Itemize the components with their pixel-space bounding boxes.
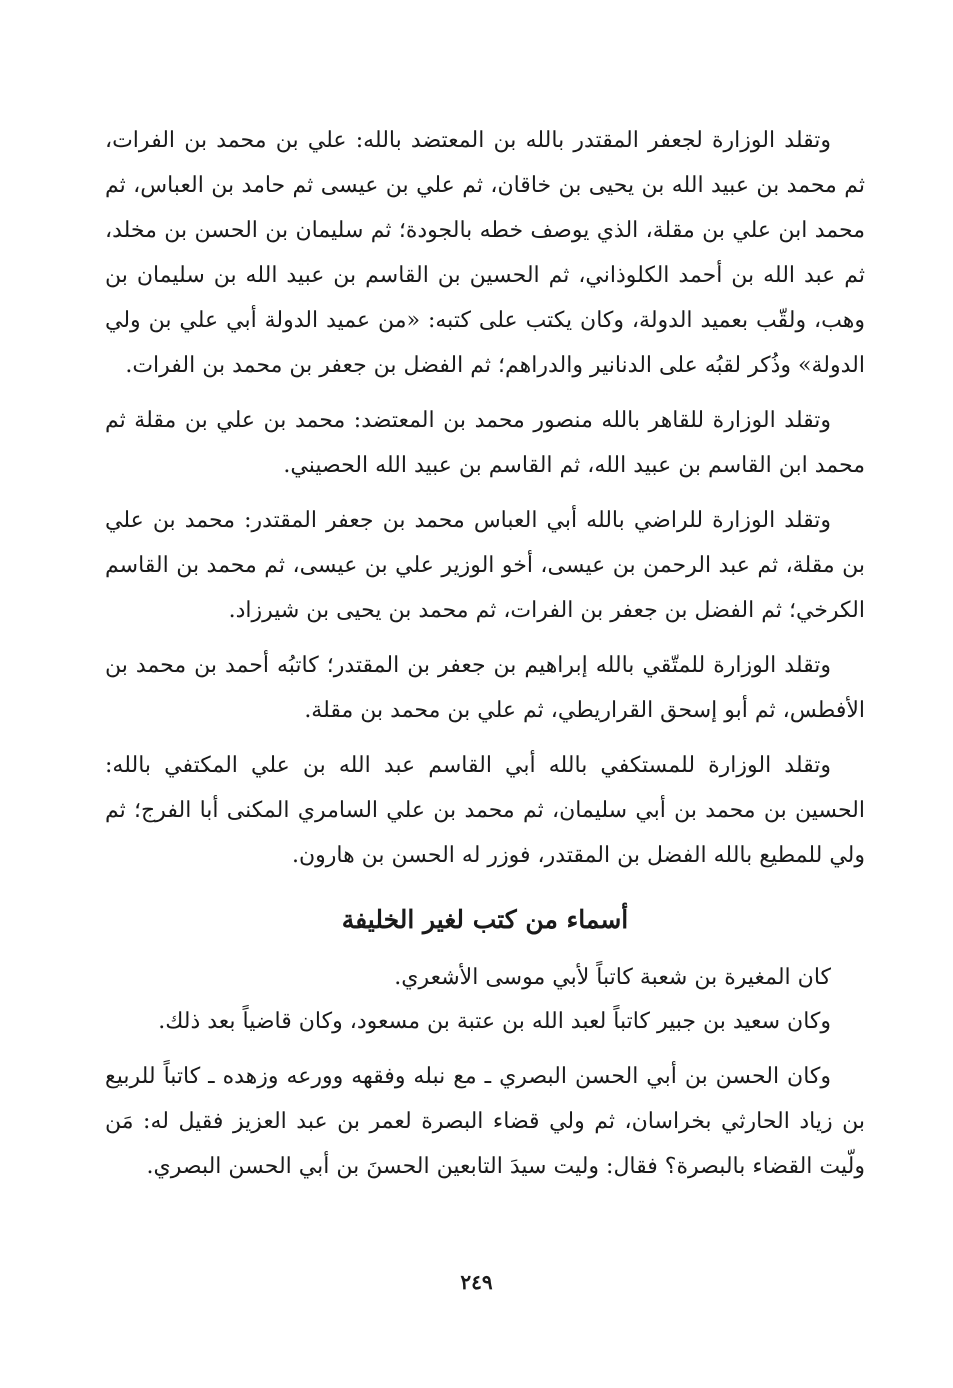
page-number: ٢٤٩ (460, 1270, 493, 1294)
section-line: كان المغيرة بن شعبة كاتباً لأبي موسى الأشعري. (394, 965, 831, 990)
page-body (105, 118, 865, 1189)
paragraph-radi-viziers: وتقلد الوزارة للراضي بالله أبي العباس محمد بن جعفر المقتدر: محمد بن علي بن مقلة، ثم عبد الرحمن بن عيسى، أخو الوزير علي بن عيسى، ثم محمد بن القاسم الكرخي؛ ثم الفضل بن جعفر بن الفرات، ثم محمد بن يحيى بن شيرزاد. (105, 508, 865, 623)
section-heading: أسماء من كتب لغير الخليفة (341, 905, 629, 934)
paragraph-muttaqi-viziers: وتقلد الوزارة للمتّقي بالله إبراهيم بن جعفر بن المقتدر؛ كاتبُه أحمد بن محمد بن الأفطس، ثم أبو إسحق القراريطي، ثم علي بن محمد بن مقلة. (105, 653, 865, 723)
paragraph-mustakfi-viziers: وتقلد الوزارة للمستكفي بالله أبي القاسم عبد الله بن علي المكتفي بالله: الحسين بن محمد بن أبي سليمان، ثم محمد بن علي السامري المكنى أبا الفرج؛ ثم ولي للمطيع بالله الفضل بن المقتدر، فوزر له الحسن بن هارون. (105, 753, 865, 868)
paragraph-qahir-viziers: وتقلد الوزارة للقاهر بالله منصور محمد بن المعتضد: محمد بن علي بن مقلة ثم محمد ابن القاسم بن عبيد الله، ثم القاسم بن عبيد الله الحصيني. (105, 408, 865, 478)
paragraph-hasan-basri: وكان الحسن بن أبي الحسن البصري ـ مع نبله وفقهه وورعه وزهده ـ كاتباً للربيع بن زياد الحارثي بخراسان، ثم ولي قضاء البصرة لعمر بن عبد العزيز فقيل له: مَن ولّيت القضاء بالبصرة؟ فقال: وليت سيدَ التابعين الحسنَ بن أبي الحسن البصري. (105, 1064, 865, 1179)
paragraph-muqtadir-viziers: وتقلد الوزارة لجعفر المقتدر بالله بن المعتضد بالله: علي بن محمد بن الفرات، ثم محمد بن عبيد الله بن يحيى بن خاقان، ثم علي بن عيسى ثم حامد بن العباس، ثم محمد ابن علي بن مقلة، الذي يوصف خطه بالجودة؛ ثم سليمان بن الحسن بن مخلد، ثم عبد الله بن أحمد الكلوذاني، ثم الحسين بن القاسم بن عبيد الله بن سليمان بن وهب، ولقّب بعميد الدولة، وكان يكتب على كتبه: «من عميد الدولة أبي علي بن ولي الدولة» وذُكر لقبُه على الدنانير والدراهم؛ ثم الفضل بن جعفر بن محمد بن الفرات. (105, 128, 865, 378)
section-line: وكان سعيد بن جبير كاتباً لعبد الله بن عتبة بن مسعود، وكان قاضياً بعد ذلك. (158, 1009, 831, 1034)
